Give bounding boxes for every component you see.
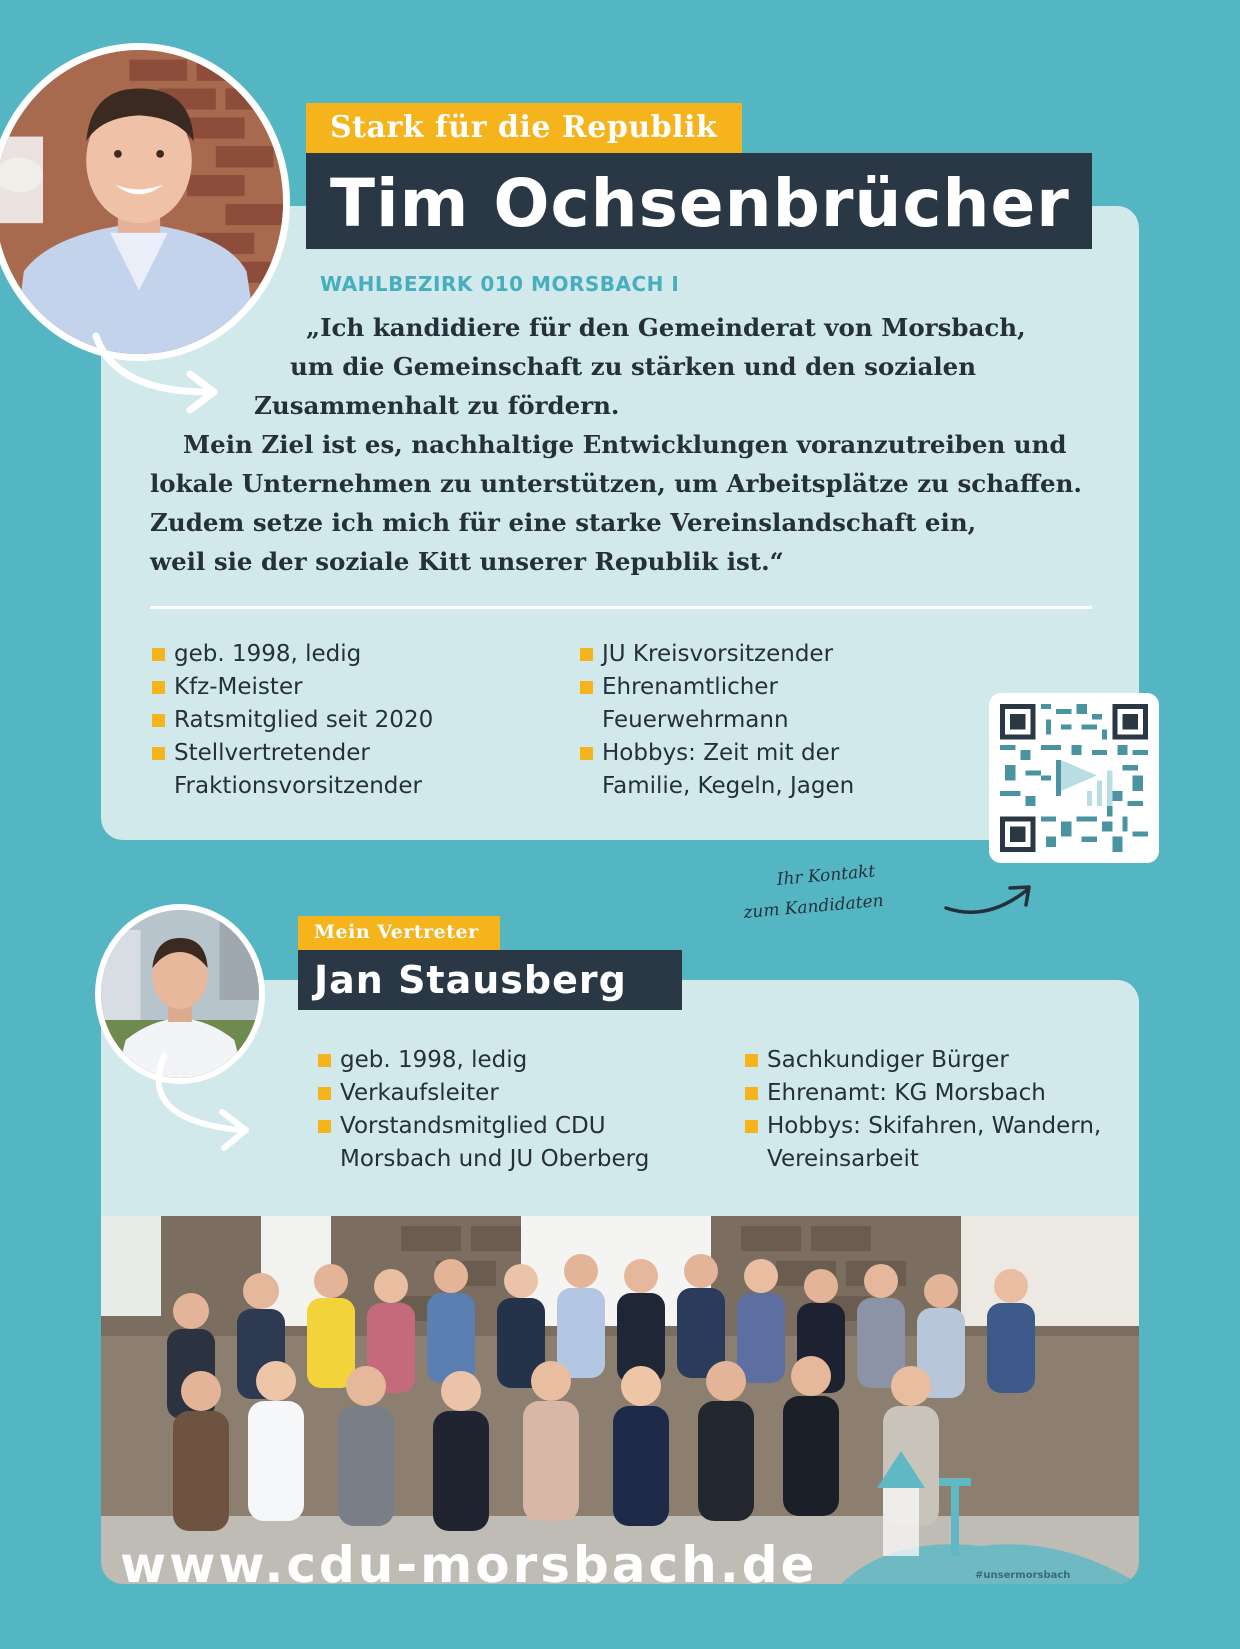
group-photo xyxy=(101,1216,1139,1584)
candidate-name: Tim Ochsenbrücher xyxy=(306,153,1092,249)
list-item: Stellvertretender Fraktionsvorsitzender xyxy=(152,737,452,803)
list-item: Ehrenamt: KG Morsbach xyxy=(745,1077,1125,1110)
quote-line: weil sie der soziale Kitt unserer Republik ist.“ xyxy=(150,547,784,576)
list-item: Sachkundiger Bürger xyxy=(745,1044,1125,1077)
candidate-photo xyxy=(0,43,290,361)
district-label: WAHLBEZIRK 010 MORSBACH I xyxy=(320,272,680,296)
hashtag-label: #unsermorsbach xyxy=(975,1570,1071,1581)
list-item: geb. 1998, ledig xyxy=(152,638,452,671)
contact-note-line: Ihr Kontakt xyxy=(775,861,877,890)
list-item: Ehrenamtlicher Feuerwehrmann xyxy=(580,671,820,737)
contact-note xyxy=(740,856,885,928)
quote-line: Zusammenhalt zu fördern. xyxy=(254,391,620,420)
deputy-name: Jan Stausberg xyxy=(298,950,682,1010)
candidate-tagline: Stark für die Republik xyxy=(306,103,742,155)
contact-note-line: zum Kandidaten xyxy=(742,890,885,924)
quote-line: Mein Ziel ist es, nachhaltige Entwicklungen voranzutreiben und xyxy=(183,430,1067,459)
deputy-facts-left xyxy=(318,1044,688,1176)
quote-line: „Ich kandidiere für den Gemeinderat von Morsbach, xyxy=(306,313,1026,342)
curved-arrow-icon xyxy=(142,1050,262,1160)
deputy-tagline: Mein Vertreter xyxy=(298,916,500,950)
website-url[interactable]: www.cdu-morsbach.de xyxy=(120,1536,818,1594)
list-item: Hobbys: Zeit mit der Familie, Kegeln, Jagen xyxy=(580,737,880,803)
qr-code-icon xyxy=(1000,704,1148,852)
quote-line: lokale Unternehmen zu unterstützen, um Arbeitsplätze zu schaffen. xyxy=(150,469,1082,498)
list-item: Vorstandsmitglied CDU Morsbach und JU Oberberg xyxy=(318,1110,688,1176)
list-item: Kfz-Meister xyxy=(152,671,452,704)
list-item: Ratsmitglied seit 2020 xyxy=(152,704,452,737)
quote-line: um die Gemeinschaft zu stärken und den sozialen xyxy=(290,352,977,381)
list-item: JU Kreisvorsitzender xyxy=(580,638,880,671)
candidate-facts-left xyxy=(152,638,452,803)
arrow-icon xyxy=(942,878,1037,928)
list-item: Hobbys: Skifahren, Wandern, Vereinsarbeit xyxy=(745,1110,1125,1176)
divider xyxy=(150,606,1092,609)
deputy-facts-right xyxy=(745,1044,1125,1176)
candidate-facts-right xyxy=(580,638,880,803)
quote-line: Zudem setze ich mich für eine starke Vereinslandschaft ein, xyxy=(150,508,977,537)
list-item: Verkaufsleiter xyxy=(318,1077,688,1110)
qr-code[interactable] xyxy=(989,693,1159,863)
list-item: geb. 1998, ledig xyxy=(318,1044,688,1077)
curved-arrow-icon xyxy=(90,330,230,415)
